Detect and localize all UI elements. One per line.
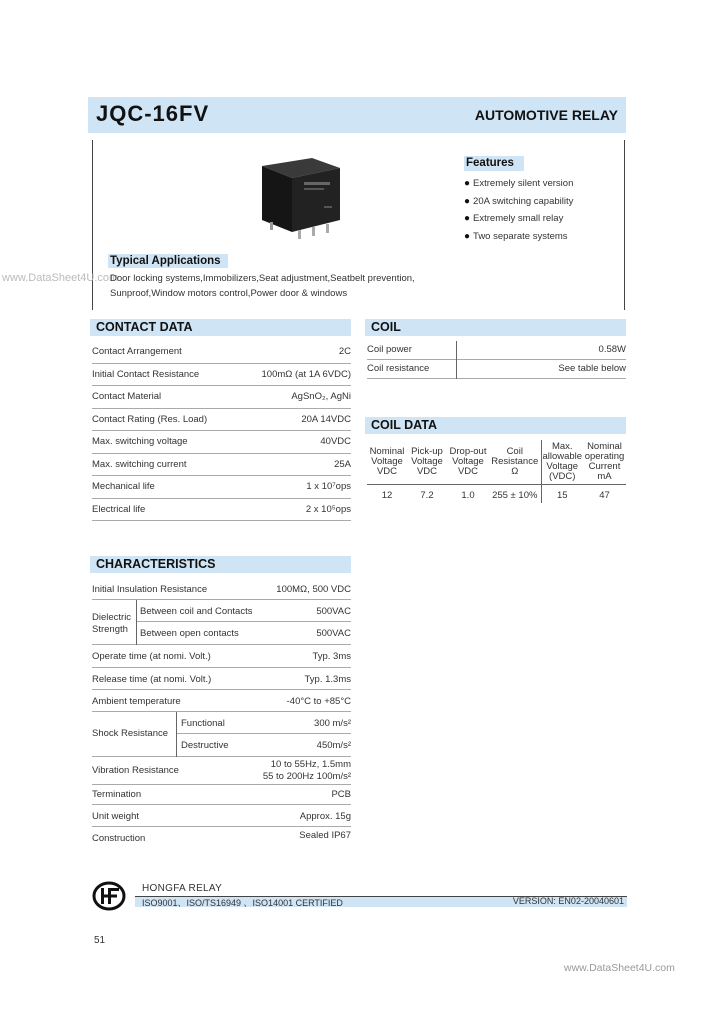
applications-heading: Typical Applications bbox=[108, 254, 228, 268]
table-row bbox=[92, 409, 351, 432]
coil-data-table bbox=[367, 440, 626, 503]
table-row bbox=[92, 476, 351, 499]
row-value: 2C bbox=[338, 346, 351, 357]
table-row bbox=[367, 485, 626, 503]
table-subrow bbox=[176, 734, 351, 756]
row-sublabel: Destructive bbox=[181, 740, 229, 751]
row-label: Release time (at nomi. Volt.) bbox=[92, 674, 212, 685]
row-value: 300 m/s² bbox=[314, 718, 351, 729]
table-row bbox=[92, 499, 351, 522]
characteristics-heading: CHARACTERISTICS bbox=[90, 556, 351, 573]
frame-right-line bbox=[624, 140, 625, 310]
hongfa-logo bbox=[92, 881, 126, 911]
iso-certifications: ISO9001、ISO/TS16949 、ISO14001 CERTIFIED bbox=[142, 898, 343, 908]
col-pickup-voltage: Pick-up Voltage VDC bbox=[407, 440, 447, 485]
coil-heading: COIL bbox=[365, 319, 626, 336]
feature-item: ● Two separate systems bbox=[464, 231, 573, 249]
product-category: AUTOMOTIVE RELAY bbox=[474, 107, 618, 123]
row-label: Termination bbox=[92, 789, 142, 800]
table-subrow bbox=[136, 622, 351, 644]
row-label: Mechanical life bbox=[92, 481, 155, 492]
features-heading: Features bbox=[464, 156, 524, 171]
watermark-bottom: www.DataSheet4U.com bbox=[564, 962, 675, 974]
row-value: 100mΩ (at 1A 6VDC) bbox=[261, 368, 351, 380]
row-label: Coil power bbox=[367, 344, 412, 355]
table-row bbox=[92, 690, 351, 712]
frame-left-line bbox=[92, 140, 93, 310]
table-cell: 12 bbox=[381, 489, 393, 501]
row-value: 1 x 10⁷ops bbox=[306, 481, 351, 492]
row-value: AgSnO₂, AgNi bbox=[291, 391, 351, 402]
feature-item: ● Extremely small relay bbox=[464, 213, 573, 231]
row-value: Typ. 3ms bbox=[312, 651, 351, 662]
table-subrow bbox=[176, 712, 351, 734]
company-name: HONGFA RELAY bbox=[142, 883, 223, 894]
table-cell: 1.0 bbox=[461, 489, 475, 501]
table-cell: 15 bbox=[541, 485, 583, 503]
row-sublabel: Functional bbox=[181, 718, 225, 729]
coil-divider bbox=[456, 341, 457, 379]
row-label: Initial Insulation Resistance bbox=[92, 584, 208, 595]
table-header-row bbox=[367, 440, 626, 485]
table-cell: 255 ± 10% bbox=[492, 489, 538, 501]
row-value: 20A 14VDC bbox=[301, 413, 351, 425]
col-nominal-current: Nominal operating Current mA bbox=[583, 440, 626, 485]
col-dropout-voltage: Drop-out Voltage VDC bbox=[447, 440, 489, 485]
applications-line: Sunproof,Window motors control,Power door & windows bbox=[110, 288, 348, 299]
row-value: PCB bbox=[331, 789, 351, 800]
row-label: Max. switching current bbox=[92, 458, 187, 470]
table-row bbox=[367, 341, 626, 360]
feature-item: ● Extremely silent version bbox=[464, 178, 573, 196]
row-label: Max. switching voltage bbox=[92, 436, 188, 447]
row-value: 100MΩ, 500 VDC bbox=[276, 584, 351, 595]
row-label: Ambient temperature bbox=[92, 696, 181, 707]
row-label: Dielectric bbox=[92, 612, 132, 623]
row-label: Contact Arrangement bbox=[92, 346, 182, 357]
row-value: 0.58W bbox=[598, 344, 626, 355]
row-sublabel: Between open contacts bbox=[140, 628, 239, 639]
table-row bbox=[92, 431, 351, 454]
relay-photo bbox=[252, 154, 344, 240]
coil-table bbox=[367, 341, 626, 379]
row-label: Electrical life bbox=[92, 503, 146, 515]
row-value: Approx. 15g bbox=[299, 811, 351, 822]
table-row bbox=[92, 386, 351, 409]
row-label: Unit weight bbox=[92, 811, 139, 822]
contact-data-heading: CONTACT DATA bbox=[90, 319, 351, 336]
row-label: Coil resistance bbox=[367, 363, 430, 374]
table-row bbox=[92, 668, 351, 690]
product-title: JQC-16FV bbox=[96, 101, 210, 126]
page-number: 51 bbox=[94, 935, 106, 946]
row-value: -40°C to +85°C bbox=[286, 696, 351, 707]
row-value: 500VAC bbox=[316, 628, 351, 639]
features-list bbox=[464, 178, 573, 248]
col-max-voltage: Max. allowable Voltage (VDC) bbox=[541, 440, 583, 485]
applications-line: Door locking systems,Immobilizers,Seat adjustment,Seatbelt prevention, bbox=[110, 273, 415, 284]
table-row bbox=[92, 757, 351, 785]
table-row bbox=[92, 827, 351, 848]
feature-item: ● 20A switching capability bbox=[464, 196, 573, 214]
table-row bbox=[92, 578, 351, 600]
watermark-left: www.DataSheet4U.com bbox=[2, 272, 119, 284]
row-value: See table below bbox=[558, 363, 626, 374]
applications-text bbox=[110, 271, 430, 301]
table-subrow bbox=[136, 600, 351, 622]
characteristics-table bbox=[92, 578, 351, 848]
contact-data-table bbox=[92, 341, 351, 521]
row-label: Shock Resistance bbox=[92, 728, 169, 739]
row-label: Construction bbox=[92, 833, 146, 844]
row-value: 10 to 55Hz, 1.5mm bbox=[270, 759, 351, 770]
table-row bbox=[367, 360, 626, 379]
row-value: 450m/s² bbox=[316, 740, 351, 751]
table-row bbox=[92, 785, 351, 805]
row-label: Vibration Resistance bbox=[92, 765, 179, 776]
row-divider bbox=[176, 712, 177, 757]
row-label: Operate time (at nomi. Volt.) bbox=[92, 651, 211, 662]
row-divider bbox=[136, 600, 137, 645]
table-row bbox=[92, 645, 351, 668]
row-value: 500VAC bbox=[316, 606, 351, 617]
table-cell: 47 bbox=[599, 489, 610, 501]
document-version: VERSION: EN02-20040601 bbox=[512, 896, 624, 906]
row-value: 25A bbox=[334, 458, 351, 470]
table-row bbox=[92, 341, 351, 364]
row-sublabel: Between coil and Contacts bbox=[140, 606, 253, 617]
col-coil-resistance: Coil Resistance Ω bbox=[489, 440, 541, 485]
coil-data-heading: COIL DATA bbox=[365, 417, 626, 434]
row-label: Strength bbox=[92, 624, 128, 635]
row-label: Initial Contact Resistance bbox=[92, 368, 200, 380]
table-row bbox=[92, 454, 351, 477]
row-value: 40VDC bbox=[320, 436, 351, 447]
table-row bbox=[92, 364, 351, 387]
row-value: 2 x 10⁵ops bbox=[305, 503, 351, 515]
table-cell: 7.2 bbox=[420, 489, 434, 501]
col-nominal-voltage: Nominal Voltage VDC bbox=[367, 440, 407, 485]
table-row bbox=[92, 805, 351, 827]
row-value: Typ. 1.3ms bbox=[304, 674, 351, 685]
row-value: Sealed IP67 bbox=[299, 830, 351, 841]
row-label: Contact Material bbox=[92, 391, 162, 402]
row-value: 55 to 200Hz 100m/s² bbox=[262, 771, 351, 782]
row-label: Contact Rating (Res. Load) bbox=[92, 413, 208, 425]
